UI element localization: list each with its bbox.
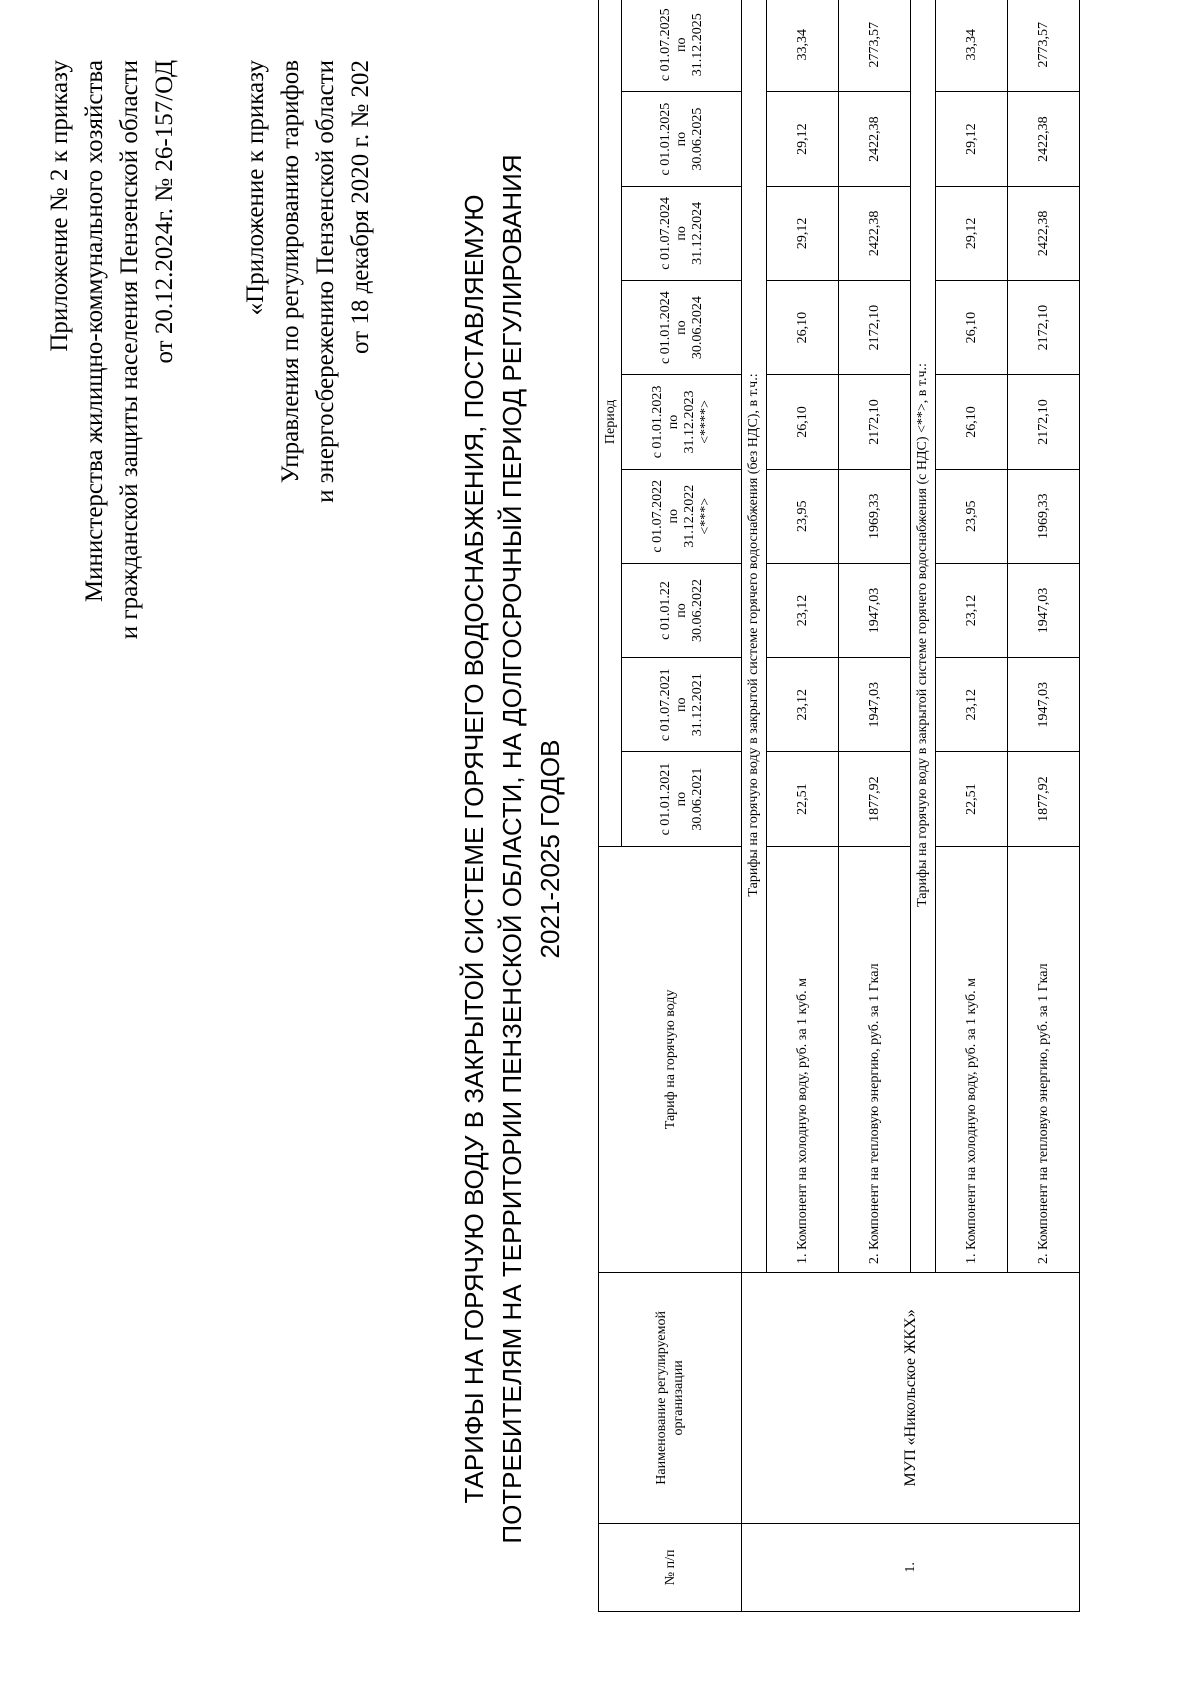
tariff-value: 1947,03 bbox=[1008, 563, 1080, 657]
tariff-value: 29,12 bbox=[936, 186, 1008, 280]
period-line: 31.12.2021 bbox=[689, 673, 705, 737]
tariff-value: 22,51 bbox=[767, 752, 839, 846]
appendix-line-3: и гражданской защиты населения Пензенской области bbox=[116, 60, 143, 640]
tariff-value: 29,12 bbox=[936, 92, 1008, 186]
component-label: 1. Компонент на холодную воду, руб. за 1 куб. м bbox=[767, 846, 839, 1272]
period-column-header: Период bbox=[599, 0, 622, 846]
period-header-cell bbox=[622, 0, 742, 92]
section-title: Тарифы на горячую воду в закрытой системе горячего водоснабжения (без НДС), в т.ч.: bbox=[742, 0, 767, 1272]
tariff-value: 2422,38 bbox=[839, 92, 911, 186]
period-line: с 01.07.2021 bbox=[657, 668, 673, 742]
period-line: с 01.01.2024 bbox=[657, 291, 673, 365]
section-title: Тарифы на горячую воду в закрытой системе горячего водоснабжения (с НДС) <**>, в т.ч.: bbox=[911, 0, 936, 1272]
period-line: <***> bbox=[697, 497, 713, 535]
period-header-cell bbox=[622, 92, 742, 186]
tariff-value: 26,10 bbox=[936, 375, 1008, 469]
period-line: по bbox=[665, 414, 681, 430]
period-line: по bbox=[673, 131, 689, 147]
section-row bbox=[742, 0, 767, 1612]
appendix-header bbox=[42, 60, 182, 820]
tariff-value: 33,34 bbox=[936, 0, 1008, 92]
tariff-table bbox=[598, 0, 1080, 1612]
tariff-value: 26,10 bbox=[936, 281, 1008, 375]
period-line: с 01.01.2025 bbox=[657, 102, 673, 176]
original-order-header bbox=[238, 60, 378, 820]
period-line: по bbox=[673, 697, 689, 713]
period-line: 31.12.2025 bbox=[689, 13, 705, 77]
period-line: по bbox=[673, 791, 689, 807]
period-line: 30.06.2022 bbox=[689, 579, 705, 642]
order-line-4: от 18 декабря 2020 г. № 202 bbox=[347, 60, 374, 355]
table-body bbox=[599, 0, 1080, 1612]
period-line: 31.12.2023 bbox=[681, 390, 697, 454]
tariff-value: 1947,03 bbox=[1008, 658, 1080, 752]
period-header-cell bbox=[622, 752, 742, 846]
period-line: с 01.07.2024 bbox=[657, 197, 673, 270]
period-header-cell bbox=[622, 281, 742, 375]
component-label: 2. Компонент на тепловую энергию, руб. за 1 Гкал bbox=[839, 846, 911, 1272]
tariff-value: 29,12 bbox=[767, 92, 839, 186]
period-line: с 01.01.2023 bbox=[649, 385, 665, 459]
tariff-value: 2422,38 bbox=[839, 186, 911, 280]
tariff-value: 23,12 bbox=[936, 658, 1008, 752]
period-line: 30.06.2025 bbox=[689, 107, 705, 171]
period-header-cell bbox=[622, 186, 742, 280]
tariff-value: 26,10 bbox=[767, 281, 839, 375]
organization-name: МУП «Никольское ЖКХ» bbox=[742, 1272, 1080, 1523]
period-line: 31.12.2022 bbox=[681, 484, 697, 548]
period-line: по bbox=[673, 37, 689, 52]
organization-column-header: Наименование регулируемой организации bbox=[599, 1272, 742, 1523]
tariff-value: 1947,03 bbox=[839, 563, 911, 657]
tariff-value: 23,95 bbox=[767, 469, 839, 563]
period-line: по bbox=[665, 508, 681, 524]
order-line-1: «Приложение к приказу bbox=[242, 60, 269, 316]
period-line: по bbox=[673, 226, 689, 241]
tariff-value: 23,12 bbox=[936, 563, 1008, 657]
tariff-value: 1969,33 bbox=[1008, 469, 1080, 563]
tariff-value: 26,10 bbox=[767, 375, 839, 469]
period-line: по bbox=[673, 603, 689, 618]
period-header-cell bbox=[622, 469, 742, 563]
period-line: 30.06.2024 bbox=[689, 296, 705, 360]
tariff-value: 2172,10 bbox=[1008, 375, 1080, 469]
tariff-value: 2422,38 bbox=[1008, 186, 1080, 280]
period-line: с 01.07.2022 bbox=[649, 479, 665, 553]
tariff-value: 22,51 bbox=[936, 752, 1008, 846]
title-line-3: 2021-2025 ГОДОВ bbox=[535, 739, 565, 959]
tariff-value: 23,12 bbox=[767, 658, 839, 752]
tariff-value: 1877,92 bbox=[1008, 752, 1080, 846]
tariff-value: 2172,10 bbox=[839, 281, 911, 375]
order-line-3: и энергосбережению Пензенской области bbox=[312, 60, 339, 503]
appendix-line-2: Министерства жилищно-коммунального хозяйства bbox=[81, 60, 108, 603]
tariff-value: 2172,10 bbox=[1008, 281, 1080, 375]
period-header-cell bbox=[622, 375, 742, 469]
tariff-value: 1877,92 bbox=[839, 752, 911, 846]
tariff-value: 23,12 bbox=[767, 563, 839, 657]
number-column-header: № п/п bbox=[599, 1523, 742, 1611]
header-row-1 bbox=[599, 0, 622, 1612]
tariff-value: 2172,10 bbox=[839, 375, 911, 469]
component-label: 2. Компонент на тепловую энергию, руб. за 1 Гкал bbox=[1008, 846, 1080, 1272]
document-title bbox=[455, 40, 569, 1658]
tariff-value: 2773,57 bbox=[1008, 0, 1080, 92]
tariff-value: 1947,03 bbox=[839, 658, 911, 752]
tariff-value: 2773,57 bbox=[839, 0, 911, 92]
period-line: по bbox=[673, 320, 689, 335]
appendix-line-1: Приложение № 2 к приказу bbox=[46, 60, 73, 352]
order-line-2: Управления по регулированию тарифов bbox=[277, 60, 304, 484]
period-line: с 01.07.2025 bbox=[657, 8, 673, 82]
row-number: 1. bbox=[742, 1523, 1080, 1611]
component-label: 1. Компонент на холодную воду, руб. за 1 куб. м bbox=[936, 846, 1008, 1272]
period-line: с 01.01.2021 bbox=[657, 762, 673, 836]
title-line-1: ТАРИФЫ НА ГОРЯЧУЮ ВОДУ В ЗАКРЫТОЙ СИСТЕМЕ ГОРЯЧЕГО ВОДОСНАБЖЕНИЯ, ПОСТАВЛЯЕМУЮ bbox=[459, 194, 489, 1504]
tariff-value: 29,12 bbox=[767, 186, 839, 280]
appendix-line-4: от 20.12.2024г. № 26-157/ОД bbox=[151, 60, 178, 364]
tariff-value: 1969,33 bbox=[839, 469, 911, 563]
period-header-cell bbox=[622, 658, 742, 752]
tariff-value: 23,95 bbox=[936, 469, 1008, 563]
period-header-cell bbox=[622, 563, 742, 657]
period-line: <****> bbox=[697, 400, 713, 444]
period-line: 30.06.2021 bbox=[689, 767, 705, 831]
period-line: 31.12.2024 bbox=[689, 201, 705, 265]
tariff-value: 33,34 bbox=[767, 0, 839, 92]
title-line-2: ПОТРЕБИТЕЛЯМ НА ТЕРРИТОРИИ ПЕНЗЕНСКОЙ ОБЛАСТИ, НА ДОЛГОСРОЧНЫЙ ПЕРИОД РЕГУЛИРОВАНИЯ bbox=[497, 154, 527, 1544]
tariff-column-header: Тариф на горячую воду bbox=[599, 846, 742, 1272]
tariff-value: 2422,38 bbox=[1008, 92, 1080, 186]
period-line: с 01.01.22 bbox=[657, 581, 673, 640]
